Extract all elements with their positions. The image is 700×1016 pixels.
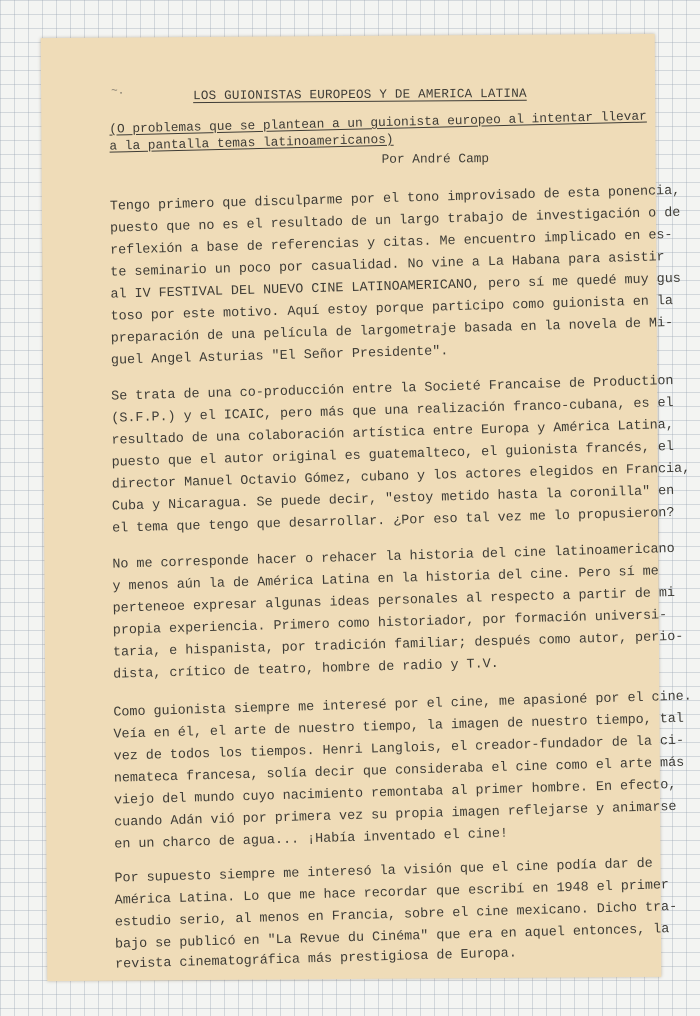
body-line: el tema que tengo que desarrollar. ¿Por eso tal vez me lo propusieron?: [111, 505, 675, 537]
body-line: América Latina. Lo que me hace recordar que escribí en 1948 el primer: [114, 878, 670, 909]
body-line: vez de todos los tiempos. Henri Langlois, el creador-fundador de la ci-: [113, 733, 685, 765]
body-line: Por supuesto siempre me interesó la visión que el cine podía dar de: [114, 856, 653, 887]
body-line: Como guionista siempre me interesé por el cine, me apasioné por el cine.: [113, 689, 692, 721]
body-line: puesto que no es el resultado de un largo trabajo de investigación o de: [109, 205, 681, 237]
body-line: puesto que el autor original es guatemalteco, el guionista francés, el: [111, 439, 675, 471]
body-line: Veía en él, el arte de nuestro tiempo, la imagen de nuestro tiempo, tal: [113, 711, 685, 743]
body-line: nemateca francesa, solía decir que consideraba el cine como el arte más: [113, 755, 685, 787]
body-line: en un charco de agua... ¡Había inventado el cine!: [114, 826, 509, 853]
body-line: Se trata de una co-producción entre la Societé Francaise de Production: [111, 373, 674, 405]
body-line: al IV FESTIVAL DEL NUEVO CINE LATINOAMERICANO, pero sí me quedé muy gus: [110, 271, 682, 303]
body-line: propia experiencia. Primero como historiador, por formación universi-: [112, 608, 668, 639]
body-line: revista cinematográfica más prestigiosa de Europa.: [114, 946, 518, 973]
body-line: viejo del mundo cuyo nacimiento remontaba al primer hombre. En efecto,: [113, 777, 677, 809]
body-line: perteneoe expresar algunas ideas personales al respecto a partir de mi: [112, 585, 676, 617]
body-line: y menos aún la de América Latina en la historia del cine. Pero sí me: [112, 564, 659, 595]
document-title: LOS GUIONISTAS EUROPEOS Y DE AMERICA LATINA: [193, 86, 527, 104]
body-line: (S.F.P.) y el ICAIC, pero más que una realización franco-cubana, es el: [111, 395, 674, 427]
body-line: Tengo primero que disculparme por el tono improvisado de esta ponencia,: [109, 183, 681, 215]
corner-mark: ~.: [111, 85, 125, 98]
subtitle-line: (O problemas que se plantean a un guionista europeo al intentar llevar: [109, 108, 647, 137]
body-line: cuando Adán vió por primera vez su propia imagen reflejarse y animarse: [113, 799, 677, 831]
body-line: Cuba y Nicaragua. Se puede decir, "estoy metido hasta la coronilla" en: [111, 483, 675, 515]
body-line: estudio serio, al menos en Francia, sobre el cine mexicano. Dicho tra-: [114, 899, 678, 931]
body-line: preparación de una película de largometraje basada en la novela de Mi-: [110, 315, 674, 347]
author-line: Por André Camp: [381, 151, 490, 167]
body-line: resultado de una colaboración artística entre Europa y América Latina,: [111, 417, 675, 449]
body-line: No me corresponde hacer o rehacer la historia del cine latinoamericano: [112, 541, 675, 573]
body-line: bajo se publicó en "La Revue du Cinéma" que era en aquel entonces, la: [114, 922, 670, 953]
body-line: director Manuel Octavio Gómez, cubano y los actores elegidos en Francia,: [111, 461, 691, 493]
body-line: te seminario un poco por casualidad. No vine a La Habana para asistir: [110, 250, 665, 281]
body-line: dista, crítico de teatro, hombre de radio y T.V.: [112, 656, 499, 683]
body-line: taria, e hispanista, por tradición familiar; después como autor, perio-: [112, 629, 684, 661]
body-line: guel Angel Asturias "El Señor Presidente".: [110, 344, 449, 369]
body-line: toso por este motivo. Aquí estoy porque participo como guionista en la: [110, 293, 674, 325]
subtitle-line: a la pantalla temas latinoamericanos): [109, 131, 394, 154]
typewritten-page: [41, 34, 692, 981]
body-line: reflexión a base de referencias y citas. Me encuentro implicado en es-: [109, 227, 673, 259]
